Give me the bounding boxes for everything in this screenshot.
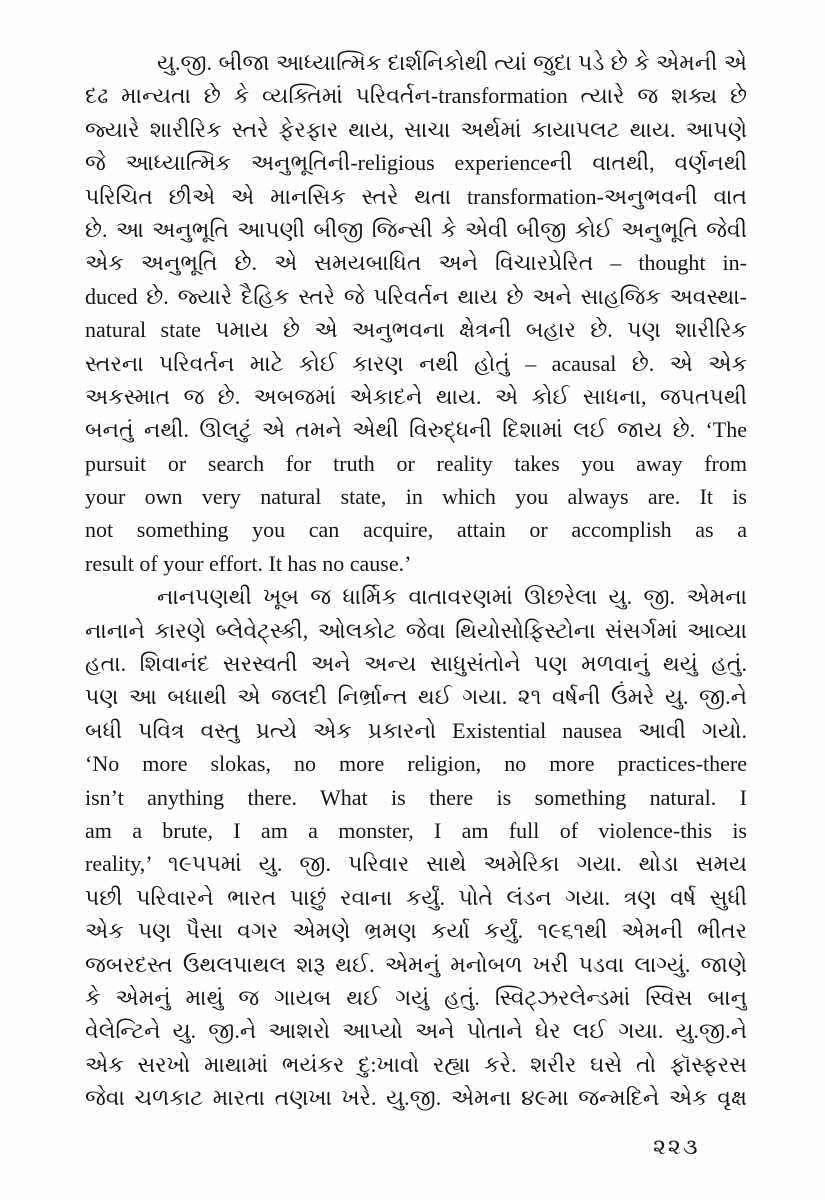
body-text [85, 46, 747, 1115]
text-line: નાનપણથી ખૂબ જ ધાર્મિક વાતાવરણમાં ઊછરેલા યુ. જી. એમના [157, 584, 747, 610]
text-line: અકસ્માત જ છે. અબજમાં એકાદને થાય. એ કોઈ સાધના, જપતપથી [85, 383, 747, 409]
text-line: જ્યારે શારીરિક સ્તરે ફેરફાર થાય, સાચા અર્થમાં કાયાપલટ થાય. આપણે [85, 116, 747, 142]
text-line: reality,’ ૧૯૫૫માં યુ. જી. પરિવાર સાથે અમેરિકા ગયા. થોડા સમય [85, 851, 747, 877]
text-line: am a brute, I am a monster, I am full of violence-this is [85, 817, 747, 843]
text-line: નાનાને કારણે બ્લેવેટ્સ્કી, ઓલકોટ જેવા થિયોસોફિસ્ટોના સંસર્ગમાં આવ્યા [85, 617, 747, 643]
text-line: natural state પમાય છે એ અનુભવના ક્ષેત્રની બહાર છે. પણ શારીરિક [85, 317, 747, 343]
text-line: સ્તરના પરિવર્તન માટે કોઈ કારણ નથી હોતું – acausal છે. એ એક [85, 350, 747, 376]
text-line: not something you can acquire, attain or accomplish as a [85, 517, 747, 543]
text-line: isn’t anything there. What is there is something natural. I [85, 784, 747, 810]
text-line: છે. આ અનુભૂતિ આપણી બીજી જિન્સી કે એવી બીજી કોઈ અનુભૂતિ જેવી [85, 216, 747, 242]
text-line: યુ.જી. બીજા આધ્યાત્મિક દાર્શનિકોથી ત્યાં જુદા પડે છે કે એમની એ [157, 50, 747, 75]
text-line: એક પણ પૈસા વગર એમણે ભ્રમણ કર્યા કર્યું. ૧૯૬૧થી એમની ભીતર [85, 918, 747, 944]
text-line: જેવા ચળકાટ મારતા તણખા ખરે. યુ.જી. એમના ૪૯મા જન્મદિને એક વૃક્ષ [85, 1085, 747, 1111]
text-line: પરિચિત છીએ એ માનસિક સ્તરે થતા transformation-અનુભવની વાત [85, 183, 747, 209]
text-line: duced છે. જ્યારે દૈહિક સ્તરે જે પરિવર્તન થાય છે અને સાહજિક અવસ્થા- [85, 283, 747, 309]
paragraph [85, 46, 747, 580]
text-line: your own very natural state, in which you always are. It is [85, 484, 747, 510]
text-line: એક સરખો માથામાં ભયંકર દુ:ખાવો રહ્યા કરે. શરીર ઘસે તો ફૉસ્ફરસ [85, 1051, 747, 1077]
text-line: result of your effort. It has no cause.’ [85, 550, 412, 576]
text-line: વેલેન્ટિને યુ. જી.ને આશરો આપ્યો અને પોતાને ઘેર લઈ ગયા. યુ.જી.ને [85, 1018, 747, 1044]
text-line: કે એમનું માથું જ ગાયબ થઈ ગયું હતું. સ્વિટ્ઝરલેન્ડમાં સ્વિસ બાનુ [85, 984, 747, 1010]
page-number: ૨૨૩ [653, 1134, 700, 1159]
text-line: એક અનુભૂતિ છે. એ સમયબાધિત અને વિચારપ્રેરિત – thought in- [85, 250, 747, 276]
text-line: હતા. શિવાનંદ સરસ્વતી અને અન્ય સાધુસંતોને પણ મળવાનું થયું હતું. [85, 651, 747, 677]
text-line: પણ આ બધાથી એ જલદી નિર્ભ્રાન્ત થઈ ગયા. ૨૧ વર્ષની ઉંમરે યુ. જી.ને [85, 684, 747, 710]
text-line: જે આધ્યાત્મિક અનુભૂતિની-religious experienceની વાતથી, વર્ણનથી [85, 150, 747, 176]
text-line: pursuit or search for truth or reality takes you away from [85, 450, 747, 476]
text-line: પછી પરિવારને ભારત પાછું રવાના કર્યું. પોતે લંડન ગયા. ત્રણ વર્ષ સુધી [85, 884, 747, 910]
text-line: બધી પવિત્ર વસ્તુ પ્રત્યે એક પ્રકારનો Existential nausea આવી ગયો. [85, 717, 747, 743]
text-line: બનતું નથી. ઊલટું એ તમને એથી વિરુદ્ધની દિશામાં લઈ જાય છે. ‘The [85, 417, 747, 443]
text-line: દઢ માન્યતા છે કે વ્યક્તિમાં પરિવર્તન-transformation ત્યારે જ શક્ય છે [85, 83, 747, 109]
paragraph [85, 580, 747, 1114]
text-line: જબરદસ્ત ઉથલપાથલ શરૂ થઈ. એમનું મનોબળ ખરી પડવા લાગ્યું. જાણે [85, 951, 747, 977]
text-line: ‘No more slokas, no more religion, no more practices-there [85, 751, 747, 777]
